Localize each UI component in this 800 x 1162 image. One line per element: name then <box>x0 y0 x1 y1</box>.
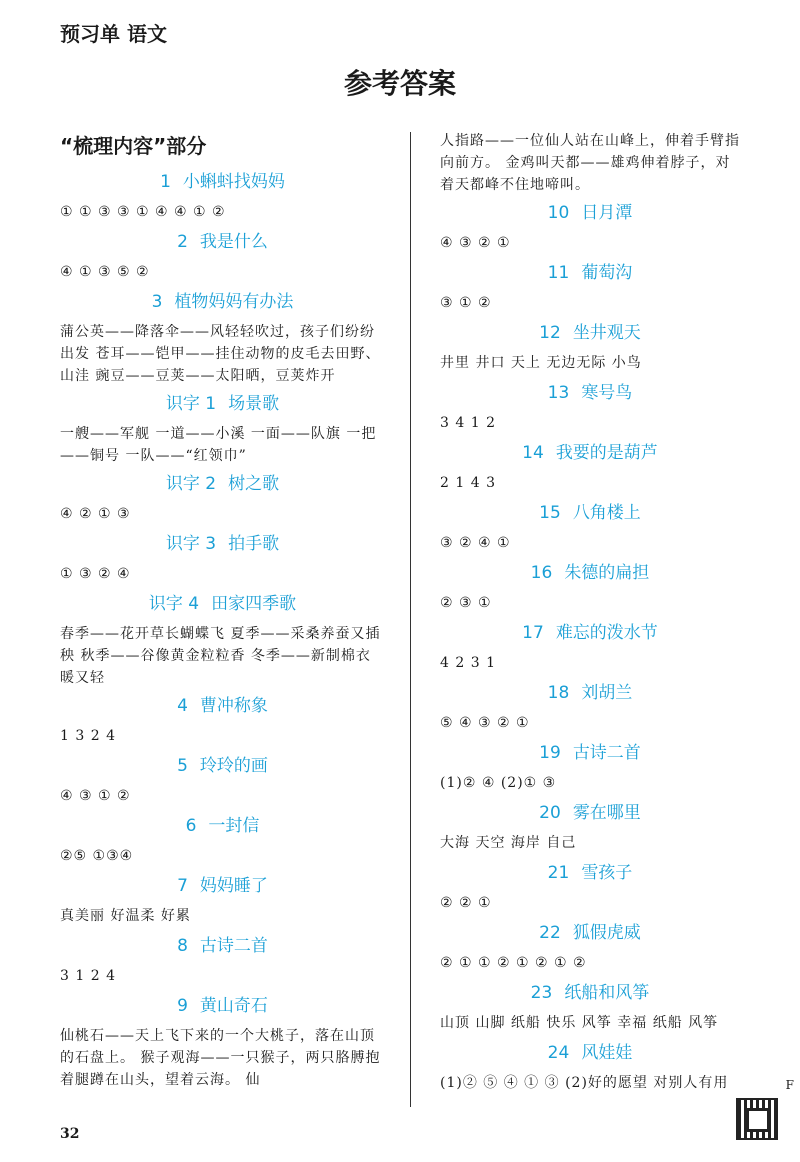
answer-line: 一艘——军舰 一道——小溪 一面——队旗 一把——铜号 一队——“红领巾” <box>60 426 377 464</box>
answer-line: 3 1 2 4 <box>60 968 116 984</box>
answer-line: ③ ① ② <box>440 295 492 311</box>
answer-line: 仙桃石——天上飞下来的一个大桃子，落在山顶的石盘上。 猴子观海——一只猴子，两只胳膊抱着腿蹲在山头，望着云海。 仙 <box>60 1028 381 1088</box>
lesson-title <box>60 225 385 259</box>
lesson-name: 风娃娃 <box>581 1043 633 1063</box>
answer-line: ② ① ① ② ① ② ① ② <box>440 955 587 971</box>
answer-line: 真美丽 好温柔 好累 <box>60 908 191 924</box>
answer-line: 井里 井口 天上 无边无际 小鸟 <box>440 355 642 371</box>
lesson-number: 15 <box>539 503 561 523</box>
answer-line: 3 4 1 2 <box>440 415 496 431</box>
lesson-title <box>440 496 740 530</box>
lesson-name: 纸船和风筝 <box>564 983 650 1003</box>
lesson-title <box>440 976 740 1010</box>
lesson-title <box>440 796 740 830</box>
lesson-title <box>60 749 385 783</box>
lesson-number: 8 <box>177 936 188 956</box>
lesson-name: 雾在哪里 <box>572 803 641 823</box>
lesson-name: 树之歌 <box>228 474 280 494</box>
lesson-name: 寒号鸟 <box>581 383 633 403</box>
lesson-number: 10 <box>547 203 570 223</box>
lesson-number: 16 <box>530 563 553 583</box>
lesson-title <box>60 165 385 199</box>
right-column <box>440 128 740 1096</box>
lesson-title <box>60 587 385 621</box>
answer-line: 4 2 3 1 <box>440 655 496 671</box>
lesson-title <box>60 809 385 843</box>
answer-line: ① ③ ② ④ <box>60 566 131 582</box>
answer-line: ②⑤ ①③④ <box>60 848 134 864</box>
lesson-number: 9 <box>177 996 188 1016</box>
section-title: “梳理内容”部分 <box>60 134 207 158</box>
lesson-name: 玲玲的画 <box>199 756 268 776</box>
lesson-number: 14 <box>522 443 544 463</box>
left-lesson-list <box>60 165 385 1091</box>
lesson-title <box>440 1036 740 1070</box>
lesson-name: 八角楼上 <box>572 503 641 523</box>
lesson-name: 小蝌蚪找妈妈 <box>182 172 285 192</box>
lesson-name: 古诗二首 <box>572 743 641 763</box>
lesson-name: 日月潭 <box>581 203 633 223</box>
lesson-number: 识字 1 <box>165 394 217 414</box>
lesson-number: 5 <box>177 756 188 776</box>
answer-line: 2 1 4 3 <box>440 475 496 491</box>
lesson-name: 田家四季歌 <box>211 594 297 614</box>
lesson-number: 2 <box>177 232 188 252</box>
answer-line: 1 3 2 4 <box>60 728 116 744</box>
lesson-name: 难忘的泼水节 <box>555 623 658 643</box>
lesson-number: 4 <box>177 696 188 716</box>
lesson-number: 22 <box>539 923 561 943</box>
lesson-number: 17 <box>522 623 544 643</box>
lesson-title <box>440 856 740 890</box>
answer-line: ④ ③ ① ② <box>60 788 131 804</box>
lesson-name: 古诗二首 <box>199 936 268 956</box>
answer-line: 山顶 山脚 纸船 快乐 风筝 幸福 纸船 风筝 <box>440 1015 719 1031</box>
lesson-number: 24 <box>547 1043 570 1063</box>
lesson-name: 曹冲称象 <box>199 696 268 716</box>
lesson-number: 7 <box>177 876 188 896</box>
lesson-number: 1 <box>160 172 171 192</box>
lesson-number: 识字 4 <box>148 594 200 614</box>
lesson-name: 植物妈妈有办法 <box>174 292 294 312</box>
answer-line: ④ ① ③ ⑤ ② <box>60 264 150 280</box>
lesson-name: 朱德的扁担 <box>564 563 650 583</box>
answer-line: 蒲公英——降落伞——风轻轻吹过，孩子们纷纷出发 苍耳——铠甲——挂住动物的皮毛去田野、山洼 豌豆——豆荚——太阳晒，豆荚炸开 <box>60 324 381 384</box>
lesson-number: 识字 3 <box>165 534 217 554</box>
lesson-title <box>440 316 740 350</box>
right-lesson-list <box>440 196 740 1096</box>
answer-line: ④ ③ ② ① <box>440 235 511 251</box>
answer-line: ③ ② ④ ① <box>440 535 511 551</box>
lesson-name: 我要的是葫芦 <box>555 443 658 463</box>
column-divider <box>410 132 411 1107</box>
lesson-name: 妈妈睡了 <box>199 876 268 896</box>
corner-label: F <box>785 1078 794 1092</box>
answer-line: ② ③ ① <box>440 595 492 611</box>
continued-answer: 人指路——一位仙人站在山峰上，伸着手臂指向前方。 金鸡叫天都——雄鸡伸着脖子，对着天都峰不住地啼叫。 <box>440 133 740 193</box>
lesson-name: 我是什么 <box>199 232 268 252</box>
answer-line: 大海 天空 海岸 自己 <box>440 835 577 851</box>
lesson-title <box>60 467 385 501</box>
lesson-number: 6 <box>185 816 197 836</box>
lesson-title <box>60 285 385 319</box>
lesson-number: 12 <box>539 323 561 343</box>
lesson-title <box>440 556 740 590</box>
lesson-name: 狐假虎威 <box>572 923 641 943</box>
page-title: 参考答案 <box>343 67 456 100</box>
header-label: 预习单 语文 <box>60 22 167 46</box>
lesson-name: 雪孩子 <box>581 863 633 883</box>
lesson-name: 一封信 <box>208 816 260 836</box>
lesson-number: 19 <box>539 743 561 763</box>
lesson-number: 识字 2 <box>165 474 217 494</box>
answer-line: 春季——花开草长蝴蝶飞 夏季——采桑养蚕又插秧 秋季——谷像黄金粒粒香 冬季——新制棉衣暖又轻 <box>60 626 381 686</box>
lesson-title <box>440 616 740 650</box>
lesson-title <box>60 527 385 561</box>
lesson-name: 黄山奇石 <box>199 996 268 1016</box>
lesson-title <box>440 436 740 470</box>
lesson-number: 3 <box>151 292 163 312</box>
lesson-title <box>60 869 385 903</box>
lesson-title <box>60 387 385 421</box>
answer-line: (1)② ⑤ ④ ① ③ (2)好的愿望 对别人有用 <box>440 1075 729 1091</box>
lesson-name: 场景歌 <box>228 394 280 414</box>
lesson-number: 13 <box>547 383 570 403</box>
answer-line: ① ① ③ ③ ① ④ ④ ① ② <box>60 204 226 220</box>
lesson-title <box>60 989 385 1023</box>
answer-line: ④ ② ① ③ <box>60 506 131 522</box>
answer-line: ② ② ① <box>440 895 492 911</box>
left-column <box>60 120 385 1091</box>
lesson-number: 11 <box>547 263 570 283</box>
lesson-number: 20 <box>539 803 561 823</box>
lesson-name: 坐井观天 <box>572 323 641 343</box>
lesson-number: 23 <box>530 983 553 1003</box>
qr-code-icon <box>736 1098 778 1140</box>
lesson-name: 葡萄沟 <box>581 263 633 283</box>
page-number: 32 <box>60 1126 80 1142</box>
lesson-title <box>440 676 740 710</box>
lesson-title <box>440 736 740 770</box>
lesson-title <box>440 916 740 950</box>
lesson-name: 刘胡兰 <box>581 683 633 703</box>
lesson-title <box>60 689 385 723</box>
answer-line: (1)② ④ (2)① ③ <box>440 775 557 791</box>
lesson-title <box>60 929 385 963</box>
lesson-title <box>440 376 740 410</box>
lesson-title <box>440 196 740 230</box>
lesson-title <box>440 256 740 290</box>
lesson-number: 21 <box>547 863 570 883</box>
lesson-number: 18 <box>547 683 570 703</box>
lesson-name: 拍手歌 <box>228 534 280 554</box>
answer-line: ⑤ ④ ③ ② ① <box>440 715 530 731</box>
